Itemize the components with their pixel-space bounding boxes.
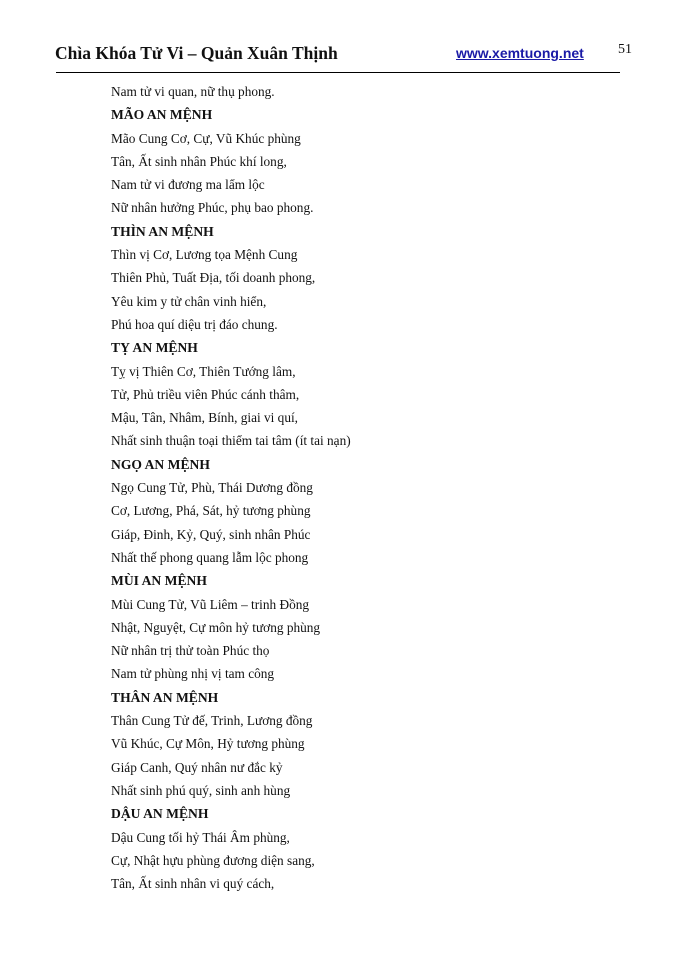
verse-line: Thân Cung Tử đế, Trinh, Lương đồng bbox=[111, 713, 313, 729]
section-heading: NGỌ AN MỆNH bbox=[111, 456, 210, 472]
verse-line: Tử, Phủ triều viên Phúc cánh thâm, bbox=[111, 386, 300, 402]
verse-line: Nữ nhân hưởng Phúc, phụ bao phong. bbox=[111, 200, 314, 216]
verse-line: Vũ Khúc, Cự Môn, Hỷ tương phùng bbox=[111, 736, 305, 752]
page-header bbox=[55, 40, 635, 74]
verse-line: Nhất sinh phú quý, sinh anh hùng bbox=[111, 782, 291, 798]
verse-line: Mậu, Tân, Nhâm, Bính, giai vi quí, bbox=[111, 410, 299, 426]
section-heading: MÙI AN MỆNH bbox=[111, 573, 207, 589]
verse-line: Nhất sinh thuận toại thiểm tai tâm (ít tai nạn) bbox=[111, 433, 351, 449]
section-heading: DẬU AN MỆNH bbox=[111, 806, 209, 822]
verse-line: Thìn vị Cơ, Lương tọa Mệnh Cung bbox=[111, 247, 298, 263]
verse-line: Tân, Ất sinh nhân vi quý cách, bbox=[111, 876, 275, 892]
verse-line: Tân, Ất sinh nhân Phúc khí long, bbox=[111, 153, 287, 169]
verse-line: Cơ, Lương, Phá, Sát, hỷ tương phùng bbox=[111, 503, 311, 519]
document-title: Chìa Khóa Tử Vi – Quản Xuân Thịnh bbox=[55, 43, 338, 63]
website-link[interactable]: www.xemtuong.net bbox=[456, 45, 584, 61]
verse-line: Thiên Phủ, Tuất Địa, tối doanh phong, bbox=[111, 270, 316, 286]
verse-line: Phú hoa quí diệu trị đáo chung. bbox=[111, 316, 278, 332]
verse-line: Mão Cung Cơ, Cự, Vũ Khúc phùng bbox=[111, 130, 301, 146]
page-body bbox=[111, 80, 631, 895]
verse-line: Nhật, Nguyệt, Cự môn hỷ tương phùng bbox=[111, 619, 321, 635]
verse-line: Cự, Nhật hựu phùng đương diện sang, bbox=[111, 852, 315, 868]
verse-line: Nam tử phùng nhị vị tam công bbox=[111, 666, 275, 682]
verse-line: Tỵ vị Thiên Cơ, Thiên Tướng lâm, bbox=[111, 363, 296, 379]
verse-line: Nhất thế phong quang lẫm lộc phong bbox=[111, 549, 309, 565]
verse-line: Dậu Cung tối hỷ Thái Âm phùng, bbox=[111, 829, 290, 845]
verse-line: Nam tử vi quan, nữ thụ phong. bbox=[111, 84, 275, 99]
section-heading: THÌN AN MỆNH bbox=[111, 223, 214, 239]
verse-line: Nữ nhân trị thử toàn Phúc thọ bbox=[111, 643, 270, 659]
verse-line: Nam tử vi đương ma lẩm lộc bbox=[111, 177, 265, 193]
section-heading: TỴ AN MỆNH bbox=[111, 340, 198, 356]
verse-line: Giáp, Đinh, Kỷ, Quý, sinh nhân Phúc bbox=[111, 526, 311, 542]
verse-line: Mùi Cung Tử, Vũ Liêm – trinh Đồng bbox=[111, 596, 310, 612]
header-divider bbox=[56, 72, 620, 73]
section-heading: MÃO AN MỆNH bbox=[111, 107, 213, 123]
verse-line: Yêu kim y tử chân vinh hiển, bbox=[111, 293, 267, 309]
verse-line: Ngọ Cung Tử, Phù, Thái Dương đồng bbox=[111, 480, 313, 496]
verse-line: Giáp Canh, Quý nhân nư đắc kỷ bbox=[111, 759, 283, 775]
section-heading: THÂN AN MỆNH bbox=[111, 689, 219, 705]
page-number: 51 bbox=[618, 42, 632, 57]
